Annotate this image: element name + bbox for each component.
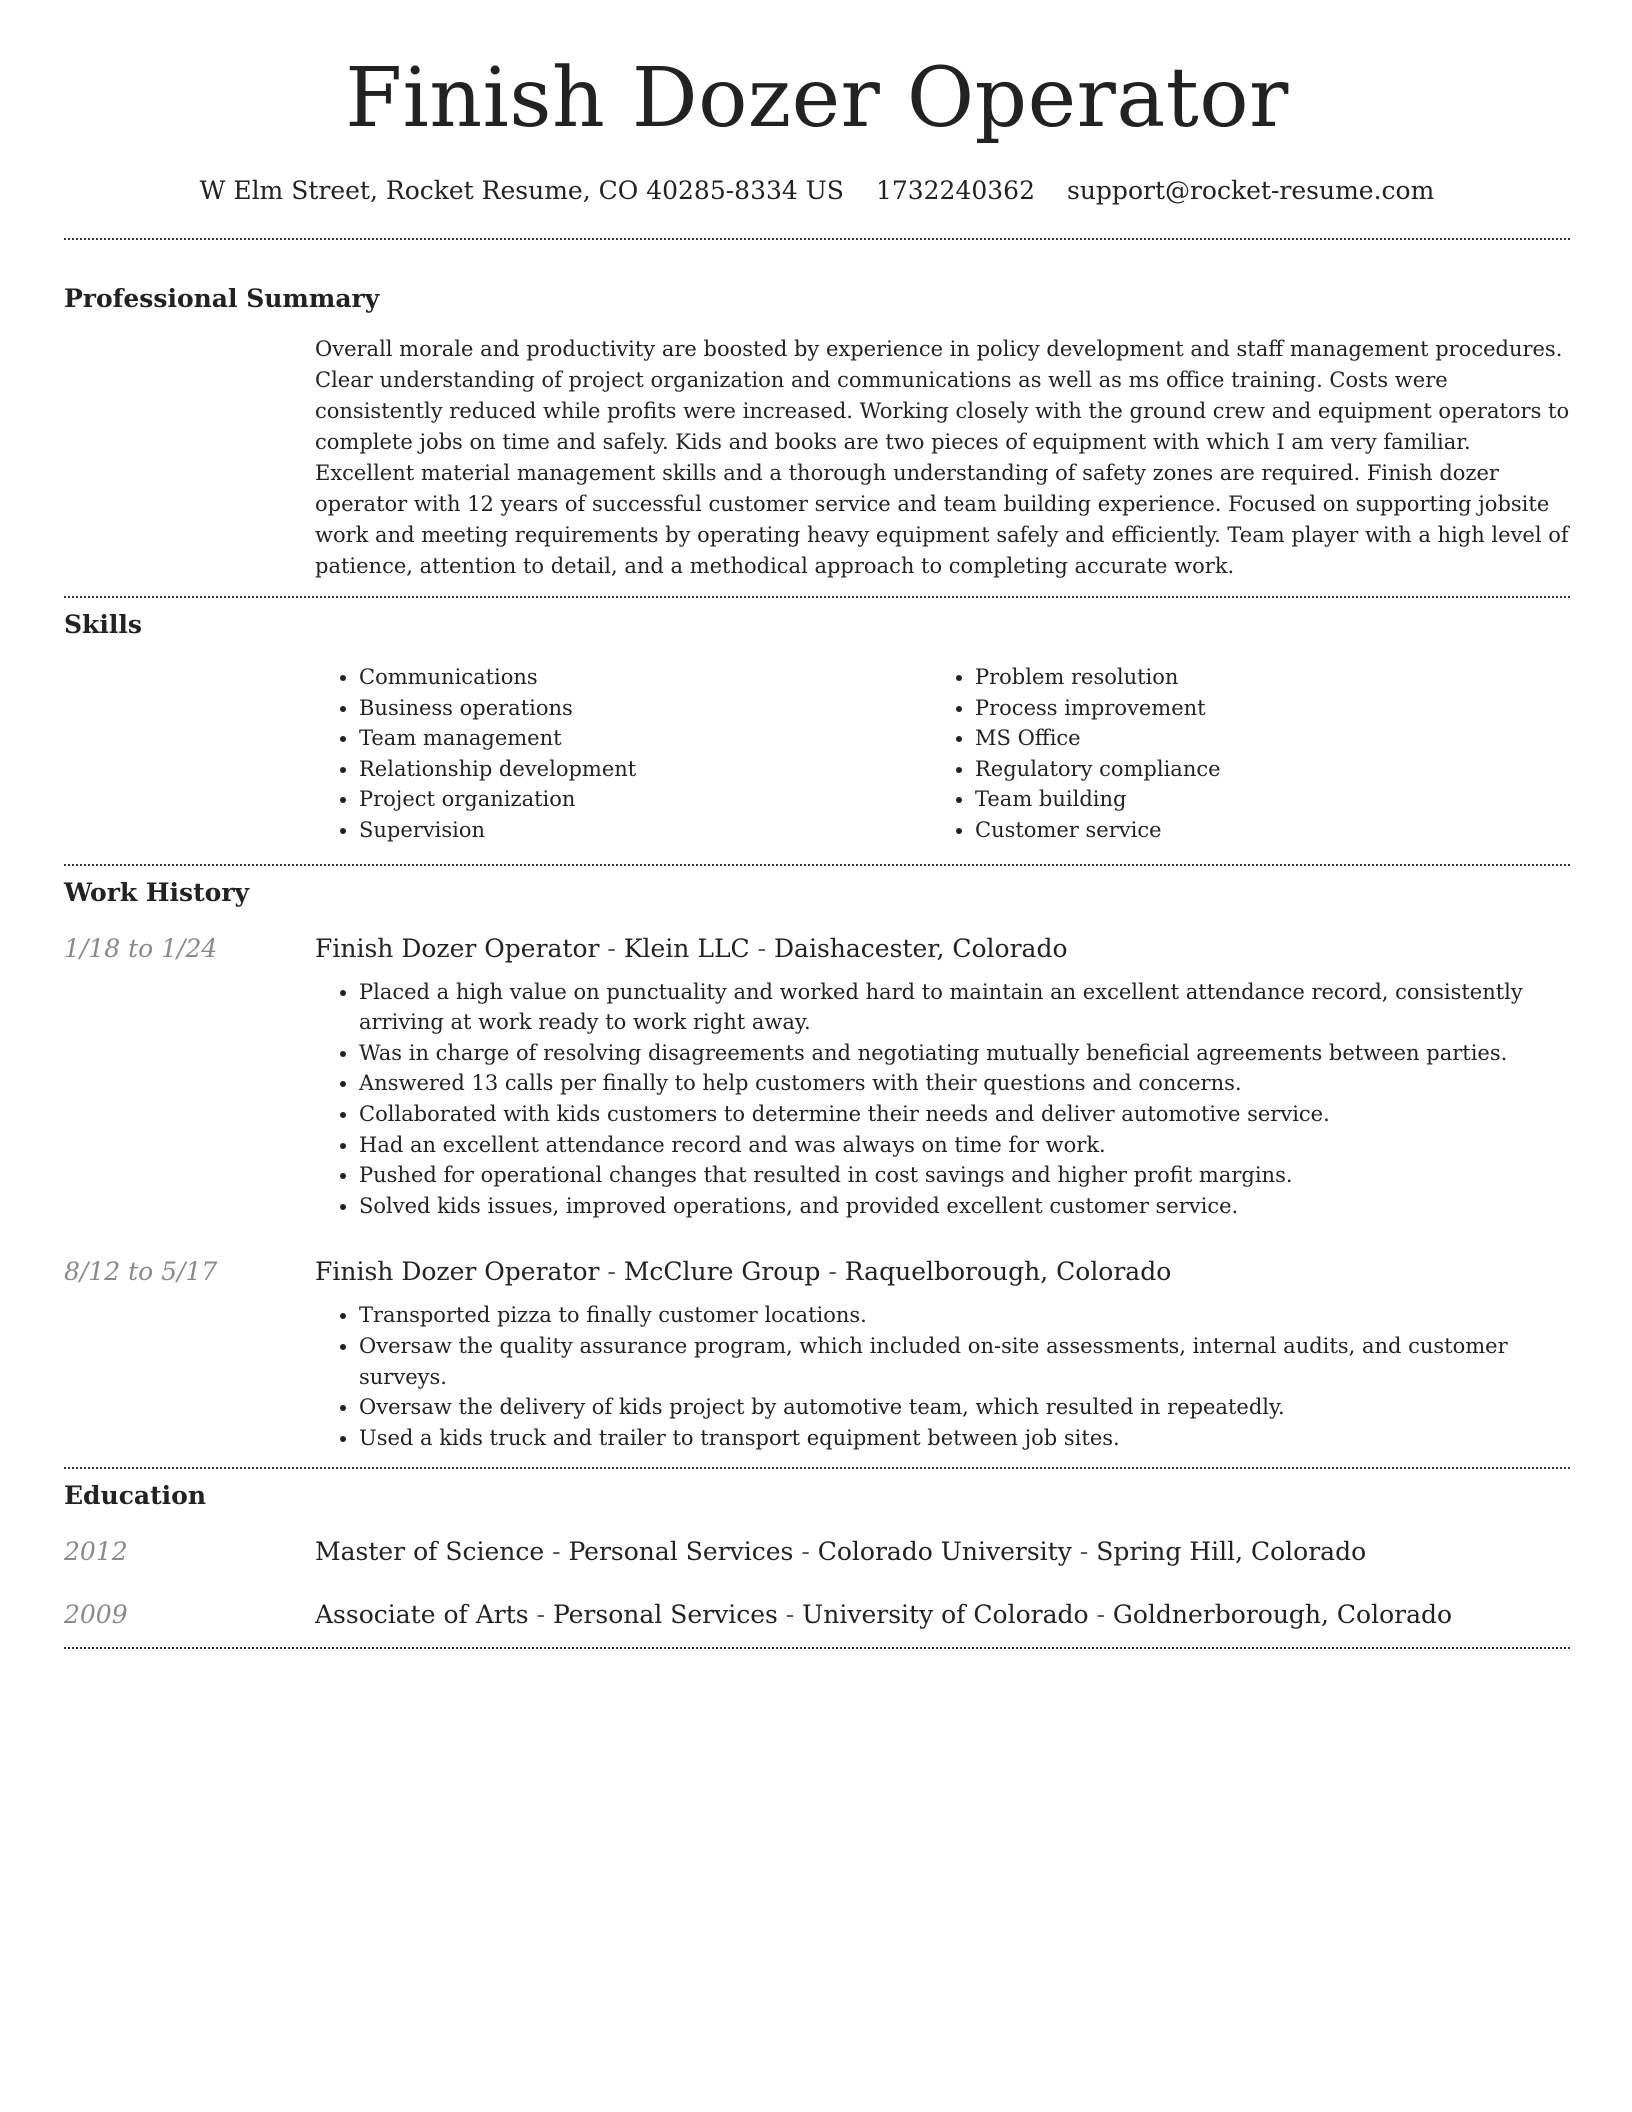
education-field: Personal Services [552, 1600, 778, 1630]
resume-page [64, 0, 1570, 1649]
job-bullet: • Oversaw the delivery of kids project by automotive team, which resulted in repeatedly. [359, 1392, 1570, 1423]
skill-item: • Communications [359, 662, 931, 693]
education-title: Education [64, 1481, 207, 1511]
work-divider [64, 1467, 1570, 1469]
work-title: Work History [64, 877, 250, 907]
job-role: Finish Dozer Operator [315, 933, 600, 963]
header-divider [64, 238, 1570, 240]
heading-separator: - [599, 1257, 624, 1287]
heading-separator: - [544, 1537, 569, 1567]
job-bullet: • Answered 13 calls per finally to help customers with their questions and concerns. [359, 1068, 1570, 1099]
job-bullets [315, 977, 1570, 1222]
job-heading [315, 1257, 1171, 1286]
job-bullet: • Oversaw the quality assurance program, which included on-site assessments, internal audits, and customer surveys. [359, 1331, 1570, 1392]
job-bullet: • Pushed for operational changes that resulted in cost savings and higher profit margins. [359, 1160, 1570, 1191]
skill-item: • Regulatory compliance [975, 754, 1547, 785]
job-location: Raquelborough, Colorado [844, 1257, 1172, 1287]
job-bullet: • Had an excellent attendance record and was always on time for work. [359, 1130, 1570, 1161]
skill-item: • Relationship development [359, 754, 931, 785]
skill-item: • Project organization [359, 784, 931, 815]
skill-item: • Process improvement [975, 693, 1547, 724]
education-heading [315, 1600, 1452, 1629]
education-location: Goldnerborough, Colorado [1112, 1600, 1453, 1630]
skill-item: • Customer service [975, 815, 1547, 846]
job-dates: 1/18 to 1/24 [64, 933, 218, 963]
job-company: McClure Group [623, 1257, 821, 1287]
job-bullet: • Placed a high value on punctuality and worked hard to maintain an excellent attendance record, consistently arriving at work ready to work right away. [359, 977, 1570, 1038]
heading-separator: - [1071, 1537, 1097, 1567]
skill-item: • MS Office [975, 723, 1547, 754]
education-divider [64, 1647, 1570, 1649]
job-bullet: • Collaborated with kids customers to determine their needs and deliver automotive service. [359, 1099, 1570, 1130]
education-school: University of Colorado [802, 1600, 1089, 1630]
heading-separator: - [793, 1537, 818, 1567]
skills-list [315, 662, 1570, 846]
skill-item: • Team management [359, 723, 931, 754]
summary-title: Professional Summary [64, 284, 380, 313]
job-bullet: • Solved kids issues, improved operations, and provided excellent customer service. [359, 1191, 1570, 1222]
heading-separator: - [820, 1257, 845, 1287]
skill-item: • Supervision [359, 815, 931, 846]
job-entry-2 [64, 1257, 1570, 1286]
job-bullets [315, 1300, 1570, 1453]
skills-divider [64, 864, 1570, 866]
job-heading [315, 934, 1068, 963]
education-year: 2012 [64, 1537, 128, 1567]
summary-text: Overall morale and productivity are boosted by experience in policy development and staff management procedures. Clear understanding of project organization and communications as well as ms office training. Costs were consistently reduced while profits were increased. Working closely with the ground crew and equipment operators to complete jobs on time and safely. Kids and books are two pieces of equipment with which I am very familiar. Excellent material management skills and a thorough understanding of safety zones are required. Finish dozer operator with 12 years of successful customer service and team building experience. Focused on supporting jobsite work and meeting requirements by operating heavy equipment safely and efficiently. Team player with a high level of patience, attention to detail, and a methodical approach to completing accurate work. [315, 337, 1570, 578]
education-degree: Master of Science [315, 1537, 545, 1567]
job-location: Daishacester, Colorado [774, 933, 1068, 963]
skills-column-right [931, 662, 1547, 846]
job-dates: 8/12 to 5/17 [64, 1257, 218, 1287]
job-entry-1 [64, 934, 1570, 963]
skills-column-left [315, 662, 931, 846]
heading-separator: - [528, 1600, 553, 1630]
job-company: Klein LLC [623, 933, 750, 963]
heading-separator: - [749, 933, 775, 963]
summary-divider [64, 596, 1570, 598]
education-school: Colorado University [817, 1537, 1072, 1567]
contact-line [64, 174, 1570, 208]
skill-item: • Business operations [359, 693, 931, 724]
job-bullet: • Used a kids truck and trailer to transport equipment between job sites. [359, 1423, 1570, 1454]
candidate-name: Finish Dozer Operator [345, 51, 1289, 146]
education-field: Personal Services [568, 1537, 794, 1567]
skill-item: • Team building [975, 784, 1547, 815]
job-bullet: • Transported pizza to finally customer locations. [359, 1300, 1570, 1331]
education-degree: Associate of Arts [315, 1600, 529, 1630]
job-bullet: • Was in charge of resolving disagreements and negotiating mutually beneficial agreements between parties. [359, 1038, 1570, 1069]
contact-address: W Elm Street, Rocket Resume, CO 40285-8334 US [199, 176, 844, 205]
education-location: Spring Hill, Colorado [1096, 1537, 1367, 1567]
contact-email: support@rocket-resume.com [1067, 176, 1435, 205]
heading-separator: - [777, 1600, 803, 1630]
education-entry-1 [64, 1537, 1570, 1566]
job-role: Finish Dozer Operator [315, 1257, 600, 1287]
skill-item: • Problem resolution [975, 662, 1547, 693]
heading-separator: - [1088, 1600, 1113, 1630]
heading-separator: - [599, 933, 624, 963]
education-year: 2009 [64, 1600, 128, 1630]
skills-title: Skills [64, 610, 142, 639]
education-entry-2 [64, 1600, 1570, 1629]
contact-phone: 1732240362 [875, 176, 1035, 205]
education-heading [315, 1537, 1366, 1566]
